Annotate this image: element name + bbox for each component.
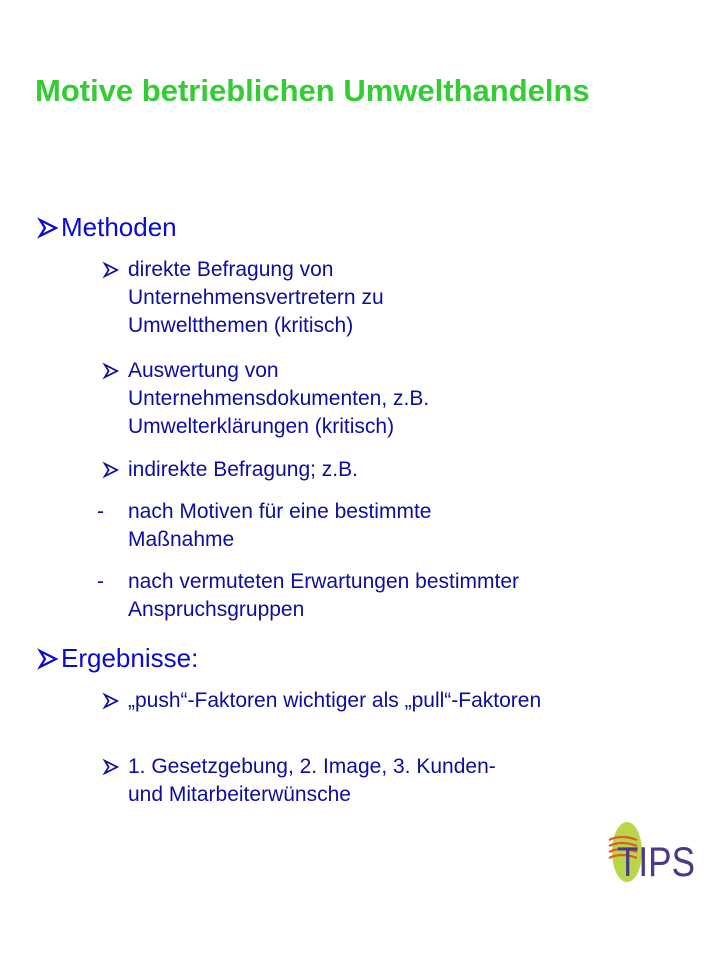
section-heading-methoden — [38, 212, 638, 242]
section-heading-text: Methoden — [61, 212, 177, 242]
list-item-text: nach vermuteten Erwartungen bestimmter Anspruchsgruppen — [128, 570, 520, 621]
dash-bullet: - — [97, 500, 104, 523]
logo-text: TIPS — [617, 838, 695, 885]
list-item — [103, 687, 543, 715]
arrow-bullet-icon — [103, 760, 119, 774]
list-item — [103, 256, 523, 340]
section-heading-ergebnisse — [38, 643, 638, 673]
arrow-bullet-icon — [103, 263, 119, 277]
list-item-text: direkte Befragung von Unternehmensvertretern zu Umweltthemen (kritisch) — [128, 258, 384, 337]
arrow-bullet-icon — [103, 364, 119, 378]
slide-title: Motive betrieblichen Umwelthandelns — [35, 73, 590, 108]
arrow-bullet-icon — [103, 694, 119, 708]
list-item-text: 1. Gesetzgebung, 2. Image, 3. Kunden- und Mitarbeiterwünsche — [128, 755, 496, 806]
list-item — [97, 498, 533, 554]
arrow-bullet-icon — [38, 219, 58, 237]
dash-bullet: - — [97, 570, 104, 593]
list-item — [103, 753, 533, 809]
list-item-text: nach Motiven für eine bestimmte Maßnahme — [128, 500, 432, 551]
list-item-text: „push“-Faktoren wichtiger als „pull“-Faktoren — [128, 689, 542, 712]
arrow-bullet-icon — [38, 650, 58, 668]
list-item-text: indirekte Befragung; z.B. — [128, 458, 358, 481]
list-item — [97, 568, 533, 624]
list-item-text: Auswertung von Unternehmensdokumenten, z.B. Umwelterklärungen (kritisch) — [128, 359, 430, 438]
list-item — [103, 357, 523, 441]
list-item — [103, 456, 523, 484]
tips-logo — [607, 818, 699, 888]
section-heading-text: Ergebnisse: — [61, 643, 199, 673]
arrow-bullet-icon — [103, 463, 119, 477]
